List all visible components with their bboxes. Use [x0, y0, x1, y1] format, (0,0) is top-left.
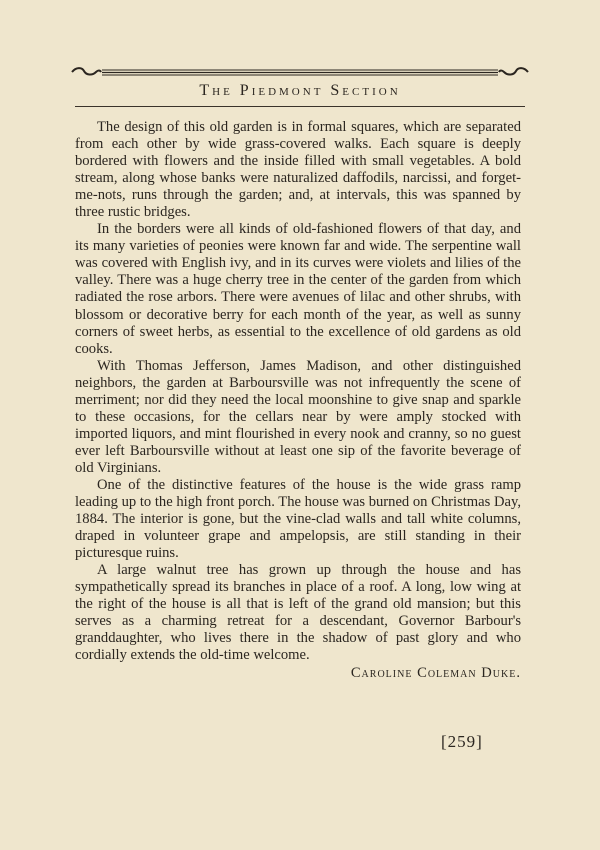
- header-ornament: [70, 66, 530, 78]
- page-number: [259]: [441, 732, 483, 751]
- paragraph: In the borders were all kinds of old-fashioned flowers of that day, and its many varieties of peonies were known far and wide. The serpentine wall was covered with English ivy, and in its curves were violets and lilies of the valley. There was a huge cherry tree in the center of the garden from which radiated the rose arbors. There were avenues of lilac and other shrubs, with blossom or decorative berry for each month of the year, as well as sunny corners of sweet herbs, as essential to the excellence of old gardens as old cooks.: [75, 221, 521, 357]
- paragraph: A large walnut tree has grown up through the house and has sympathetically spread its branches in place of a roof. A long, low wing at the right of the house is all that is left of the grand old mansion; but this serves as a charming retreat for a descendant, Governor Barbour's granddaughter, who lives there in the shadow of past glory and who cordially extends the old-time welcome.: [75, 562, 521, 664]
- running-head: The Piedmont Section: [199, 82, 401, 99]
- paragraph: One of the distinctive features of the house is the wide grass ramp leading up to the high front porch. The house was burned on Christmas Day, 1884. The interior is gone, but the vine-clad walls and tall white columns, draped in volunteer grape and ampelopsis, are still standing in their picturesque ruins.: [75, 476, 521, 562]
- body-text: [75, 119, 521, 682]
- paragraph: The design of this old garden is in formal squares, which are separated from each other by wide grass-covered walks. Each square is deeply bordered with flowers and the inside filled with small vegetables. A bold stream, along whose banks were naturalized daffodils, narcissi, and forget-me-nots, runs through the garden; and, at intervals, this was spanned by three rustic bridges.: [75, 119, 521, 221]
- author-signature: Caroline Coleman Duke.: [350, 664, 521, 681]
- header-rule: [75, 106, 525, 107]
- paragraph: With Thomas Jefferson, James Madison, and other distinguished neighbors, the garden at Barboursville was not infrequently the scene of merriment; nor did they need the local moonshine to give snap and sparkle to these occasions, for the cellars near by were amply stocked with imported liquors, and mint flourished in every nook and cranny, so no guest ever left Barboursville without at least one sip of the favorite beverage of old Virginians.: [75, 357, 521, 476]
